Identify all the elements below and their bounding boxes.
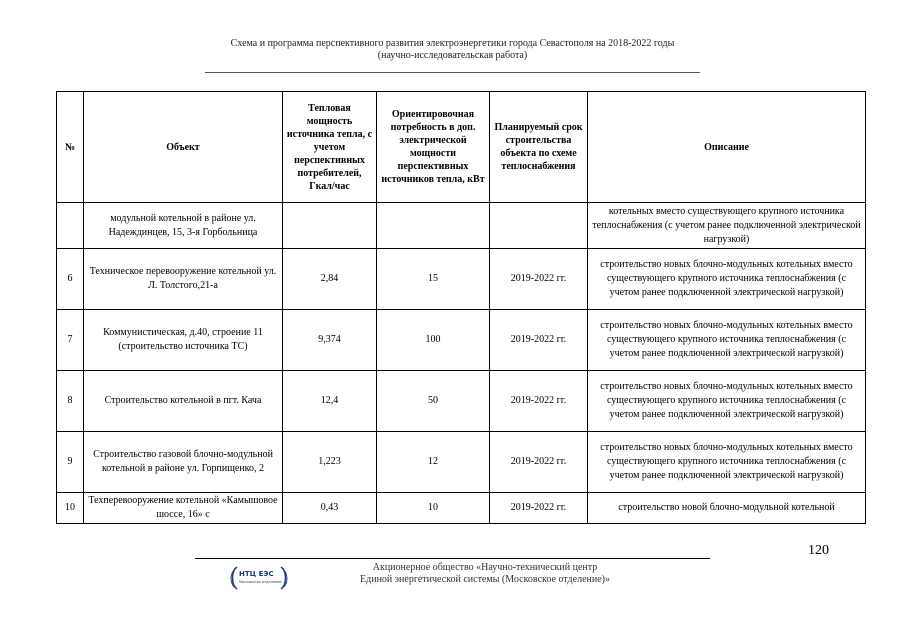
cell-term: 2019-2022 гг. [490, 249, 588, 310]
column-header-number: № [57, 92, 84, 203]
company-logo [229, 563, 289, 593]
cell-number: 6 [57, 249, 84, 310]
cell-number: 8 [57, 371, 84, 432]
cell-heat: 1,223 [283, 432, 377, 493]
header-subtitle: (научно-исследовательская работа) [377, 50, 528, 61]
cell-heat: 9,374 [283, 310, 377, 371]
column-header-power-demand: Ориентировочная потребность в доп. электрической мощности перспективных источников тепла, кВт [377, 92, 490, 203]
cell-term [490, 203, 588, 249]
document-header [0, 38, 905, 62]
table-header-row [57, 92, 866, 203]
cell-power: 50 [377, 371, 490, 432]
cell-description: котельных вместо существующего крупного источника теплоснабжения (с учетом ранее подключенной электрической нагрузкой) [588, 203, 866, 249]
cell-term: 2019-2022 гг. [490, 493, 588, 524]
cell-term: 2019-2022 гг. [490, 432, 588, 493]
cell-number: 7 [57, 310, 84, 371]
cell-heat [283, 203, 377, 249]
cell-term: 2019-2022 гг. [490, 310, 588, 371]
column-header-heat-capacity: Тепловая мощность источника тепла, с учетом перспективных потребителей, Гкал/час [283, 92, 377, 203]
column-header-object: Объект [84, 92, 283, 203]
cell-description: строительство новой блочно-модульной котельной [588, 493, 866, 524]
cell-term: 2019-2022 гг. [490, 371, 588, 432]
table-row [57, 249, 866, 310]
cell-heat: 0,43 [283, 493, 377, 524]
footer-organization [310, 562, 660, 586]
cell-object: Строительство котельной в пгт. Кача [84, 371, 283, 432]
cell-number: 9 [57, 432, 84, 493]
cell-power: 15 [377, 249, 490, 310]
table-row [57, 493, 866, 524]
cell-description: строительство новых блочно-модульных котельных вместо существующего крупного источника теплоснабжения (с учетом ранее подключенной электрической нагрузкой) [588, 371, 866, 432]
footer-line-1: Акционерное общество «Научно-технический центр [372, 562, 598, 573]
cell-heat: 2,84 [283, 249, 377, 310]
column-header-description: Описание [588, 92, 866, 203]
footer-line-2: Единой энергетической системы (Московское отделение)» [360, 574, 610, 585]
table-row [57, 371, 866, 432]
cell-description: строительство новых блочно-модульных котельных вместо существующего крупного источника теплоснабжения (с учетом ранее подключенной электрической нагрузкой) [588, 310, 866, 371]
header-divider [205, 72, 700, 73]
cell-object: Коммунистическая, д.40, строение 11 (строительство источника ТС) [84, 310, 283, 371]
header-title: Схема и программа перспективного развития электроэнергетики города Севастополя на 2018-2022 годы [230, 38, 675, 49]
cell-description: строительство новых блочно-модульных котельных вместо существующего крупного источника теплоснабжения (с учетом ранее подключенной электрической нагрузкой) [588, 249, 866, 310]
table-row [57, 203, 866, 249]
logo-text: НТЦ ЕЭС [239, 570, 274, 578]
cell-power [377, 203, 490, 249]
cell-power: 12 [377, 432, 490, 493]
column-header-term: Планируемый срок строительства объекта по схеме теплоснабжения [490, 92, 588, 203]
projects-table [56, 91, 866, 524]
logo-subtext: Московское отделение [239, 580, 282, 584]
footer-divider [195, 558, 710, 559]
cell-number: 10 [57, 493, 84, 524]
cell-object: Техперевооружение котельной «Камышовое шоссе, 16» с [84, 493, 283, 524]
cell-description: строительство новых блочно-модульных котельных вместо существующего крупного источника теплоснабжения (с учетом ранее подключенной электрической нагрузкой) [588, 432, 866, 493]
cell-power: 100 [377, 310, 490, 371]
table-row [57, 310, 866, 371]
page-number: 120 [808, 543, 829, 558]
cell-heat: 12,4 [283, 371, 377, 432]
table-row [57, 432, 866, 493]
cell-object: модульной котельной в районе ул. Надеждинцев, 15, 3-я Горбольница [84, 203, 283, 249]
logo-swirl-icon [229, 563, 289, 593]
cell-power: 10 [377, 493, 490, 524]
cell-object: Техническое перевооружение котельной ул. Л. Толстого,21-а [84, 249, 283, 310]
cell-object: Строительство газовой блочно-модульной котельной в районе ул. Горпищенко, 2 [84, 432, 283, 493]
cell-number [57, 203, 84, 249]
